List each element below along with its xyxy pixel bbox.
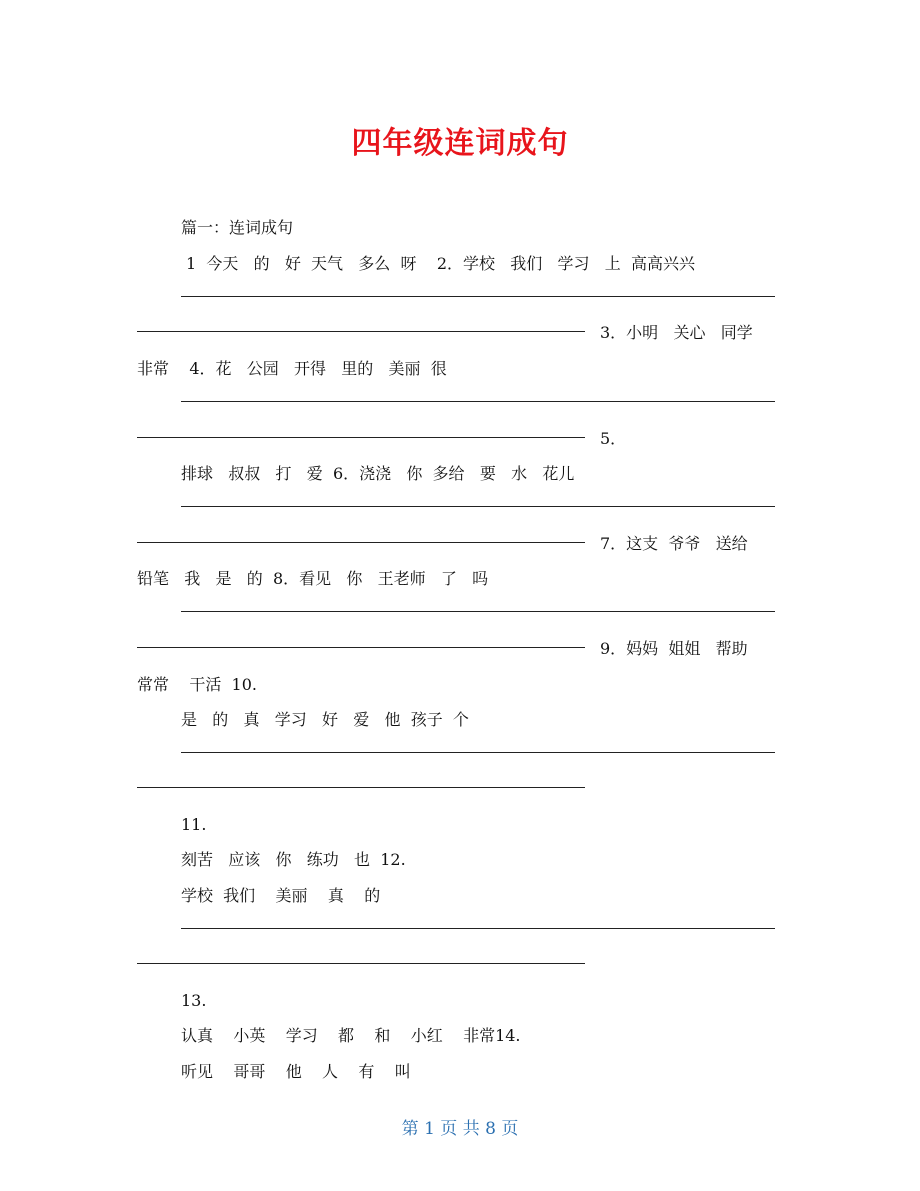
answer-line (137, 542, 585, 543)
text-line: 9．妈妈 姐姐 帮助 (600, 639, 748, 658)
text-line: 常常 干活 10. (137, 675, 257, 694)
section-heading: 篇一：连词成句 (181, 218, 294, 237)
page-footer: 第 1 页 共 8 页 (401, 1119, 519, 1139)
answer-line (181, 611, 775, 612)
answer-line (181, 296, 775, 297)
answer-line (181, 928, 775, 929)
text-line: 排球 叔叔 打 爱 6．浇浇 你 多给 要 水 花儿 (181, 464, 575, 483)
text-line: 铅笔 我 是 的 8．看见 你 王老师 了 吗 (137, 569, 489, 588)
text-line: 7．这支 爷爷 送给 (600, 534, 748, 553)
text-line: 学校 我们 美丽 真 的 (181, 886, 381, 905)
text-line: 是 的 真 学习 好 爱 他 孩子 个 (181, 710, 469, 729)
answer-line (137, 787, 585, 788)
text-line: 13. (181, 991, 207, 1010)
answer-line (181, 752, 775, 753)
answer-line (137, 963, 585, 964)
answer-line (137, 331, 585, 332)
answer-line (181, 506, 775, 507)
text-line: 3．小明 关心 同学 (600, 323, 753, 342)
text-line: 认真 小英 学习 都 和 小红 非常14. (181, 1026, 521, 1045)
text-line: 刻苦 应该 你 练功 也 12. (181, 850, 406, 869)
answer-line (137, 647, 585, 648)
document-title: 四年级连词成句 (351, 126, 569, 161)
text-line: 听见 哥哥 他 人 有 叫 (181, 1062, 411, 1081)
text-line: 5． (600, 429, 627, 448)
text-line: 非常 4．花 公园 开得 里的 美丽 很 (137, 359, 447, 378)
answer-line (181, 401, 775, 402)
text-line: 1 今天 的 好 天气 多么 呀 2．学校 我们 学习 上 高高兴兴 (186, 254, 695, 273)
text-line: 11. (181, 815, 207, 834)
answer-line (137, 437, 585, 438)
